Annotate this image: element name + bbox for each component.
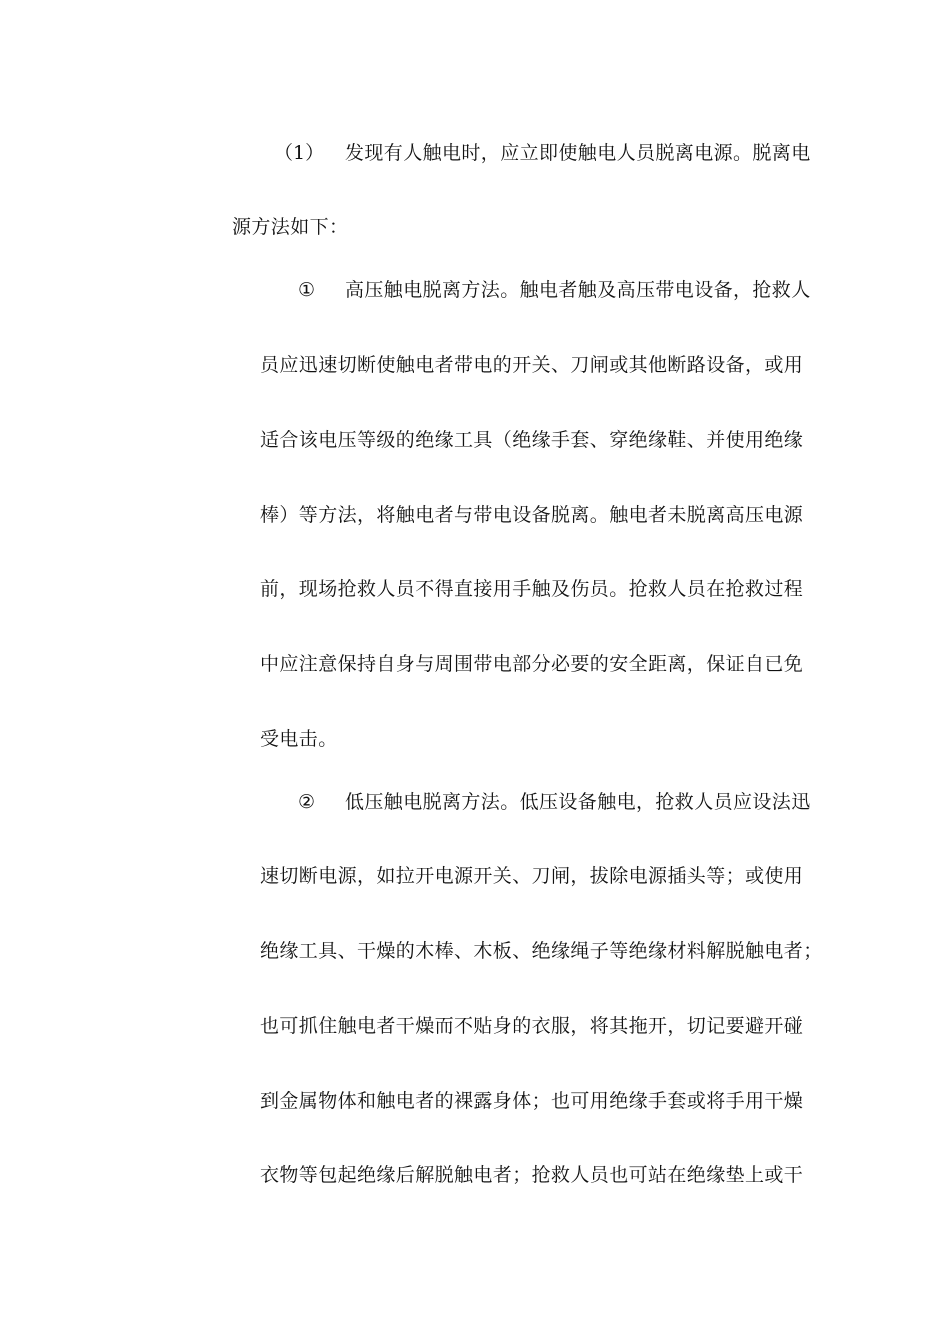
item1-line-3: 适合该电压等级的绝缘工具（绝缘手套、穿绝缘鞋、并使用绝缘 xyxy=(260,429,804,451)
item2-line-4: 也可抓住触电者干燥而不贴身的衣服，将其拖开，切记要避开碰 xyxy=(260,1015,804,1037)
section1-line-2: 源方法如下： xyxy=(232,216,349,238)
item1-line-7: 受电击。 xyxy=(260,728,338,750)
item1-line-1: 高压触电脱离方法。触电者触及高压带电设备，抢救人 xyxy=(345,279,811,301)
item2-line-2: 速切断电源，如拉开电源开关、刀闸，拔除电源插头等；或使用 xyxy=(260,865,804,887)
section-marker-1: （1） xyxy=(274,142,325,164)
item1-line-4: 棒）等方法，将触电者与带电设备脱离。触电者未脱离高压电源 xyxy=(260,504,804,526)
item-marker-1: ① xyxy=(298,279,316,301)
item1-line-6: 中应注意保持自身与周围带电部分必要的安全距离，保证自已免 xyxy=(260,653,804,675)
section1-line-1: 发现有人触电时，应立即使触电人员脱离电源。脱离电 xyxy=(345,142,811,164)
item2-line-6: 衣物等包起绝缘后解脱触电者；抢救人员也可站在绝缘垫上或干 xyxy=(260,1164,804,1186)
item1-line-2: 员应迅速切断使触电者带电的开关、刀闸或其他断路设备，或用 xyxy=(260,354,804,376)
item1-line-5: 前，现场抢救人员不得直接用手触及伤员。抢救人员在抢救过程 xyxy=(260,578,804,600)
item2-line-3: 绝缘工具、干燥的木棒、木板、绝缘绳子等绝缘材料解脱触电者； xyxy=(260,940,823,962)
item-marker-2: ② xyxy=(298,791,316,813)
item2-line-5: 到金属物体和触电者的裸露身体；也可用绝缘手套或将手用干燥 xyxy=(260,1090,804,1112)
item2-line-1: 低压触电脱离方法。低压设备触电，抢救人员应设法迅 xyxy=(345,791,811,813)
